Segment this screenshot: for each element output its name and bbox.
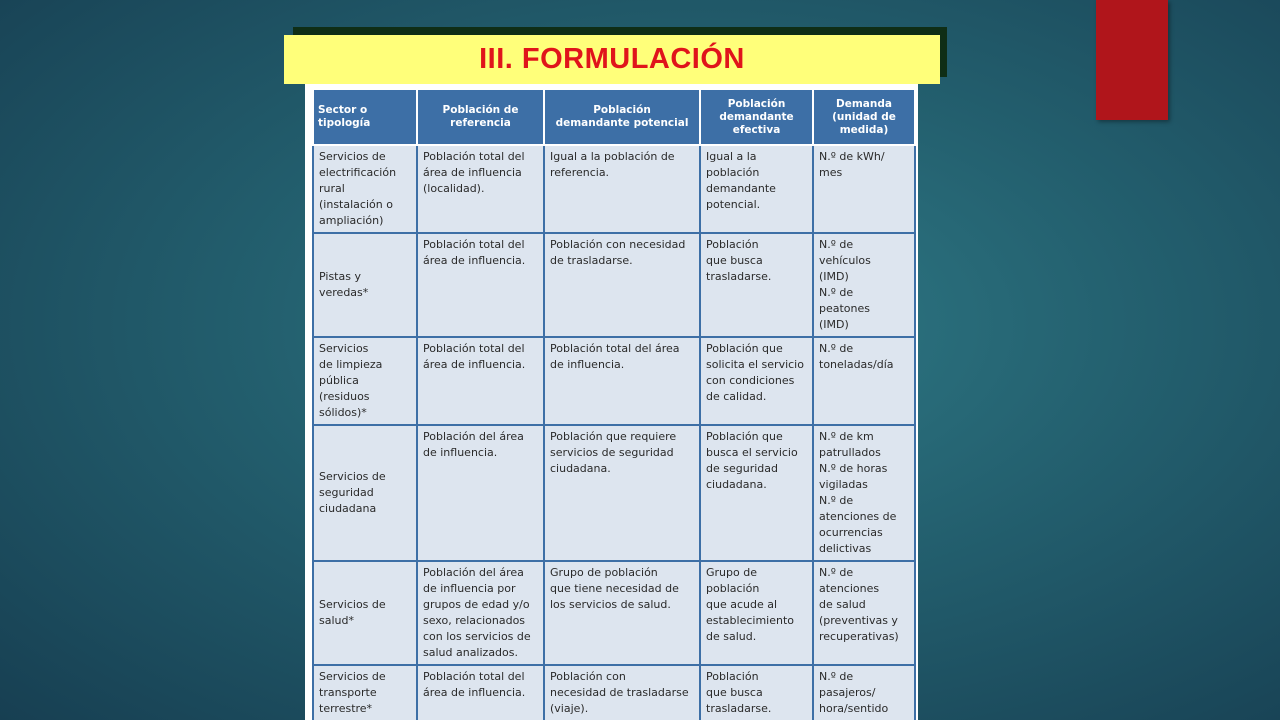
table-row <box>313 233 915 337</box>
table-row <box>313 561 915 665</box>
cell-referencia: Población del área de influencia. <box>417 425 544 561</box>
header-poblacion-referencia: Población de referencia <box>417 89 544 145</box>
cell-potencial: Grupo de población que tiene necesidad de los servicios de salud. <box>544 561 700 665</box>
cell-referencia: Población total del área de influencia (localidad). <box>417 145 544 233</box>
title-banner <box>284 35 940 84</box>
cell-efectiva: Población que busca trasladarse. <box>700 233 813 337</box>
cell-demanda: N.º de atenciones de salud (preventivas y recuperativas) <box>813 561 915 665</box>
demand-table <box>312 88 916 720</box>
header-demandante-efectiva: Población demandante efectiva <box>700 89 813 145</box>
cell-sector: Servicios de limpieza pública (residuos sólidos)* <box>313 337 417 425</box>
cell-sector: Pistas y veredas* <box>313 233 417 337</box>
table-image <box>305 84 918 720</box>
cell-sector: Servicios de seguridad ciudadana <box>313 425 417 561</box>
table-row <box>313 337 915 425</box>
cell-potencial: Población que requiere servicios de seguridad ciudadana. <box>544 425 700 561</box>
table-row <box>313 145 915 233</box>
cell-efectiva: Población que busca el servicio de seguridad ciudadana. <box>700 425 813 561</box>
header-sector: Sector o tipología <box>313 89 417 145</box>
cell-demanda: N.º de km patrullados N.º de horas vigiladas N.º de atenciones de ocurrencias delictivas <box>813 425 915 561</box>
header-demanda: Demanda (unidad de medida) <box>813 89 915 145</box>
cell-potencial: Población total del área de influencia. <box>544 337 700 425</box>
cell-efectiva: Grupo de población que acude al establecimiento de salud. <box>700 561 813 665</box>
cell-demanda: N.º de vehículos (IMD) N.º de peatones (IMD) <box>813 233 915 337</box>
cell-sector: Servicios de electrificación rural (instalación o ampliación) <box>313 145 417 233</box>
cell-demanda: N.º de pasajeros/ hora/sentido <box>813 665 915 720</box>
cell-efectiva: Población que solicita el servicio con condiciones de calidad. <box>700 337 813 425</box>
header-row <box>313 89 915 145</box>
slide-title: III. FORMULACIÓN <box>479 43 745 75</box>
cell-potencial: Población con necesidad de trasladarse. <box>544 233 700 337</box>
cell-referencia: Población total del área de influencia. <box>417 665 544 720</box>
header-demandante-potencial: Población demandante potencial <box>544 89 700 145</box>
cell-efectiva: Igual a la población demandante potencial. <box>700 145 813 233</box>
table-row <box>313 425 915 561</box>
cell-demanda: N.º de kWh/ mes <box>813 145 915 233</box>
accent-tab <box>1096 0 1168 120</box>
cell-efectiva: Población que busca trasladarse. <box>700 665 813 720</box>
cell-potencial: Población con necesidad de trasladarse (viaje). <box>544 665 700 720</box>
cell-referencia: Población total del área de influencia. <box>417 233 544 337</box>
cell-referencia: Población total del área de influencia. <box>417 337 544 425</box>
cell-potencial: Igual a la población de referencia. <box>544 145 700 233</box>
cell-referencia: Población del área de influencia por grupos de edad y/o sexo, relacionados con los servicios de salud analizados. <box>417 561 544 665</box>
cell-demanda: N.º de toneladas/día <box>813 337 915 425</box>
table-row <box>313 665 915 720</box>
cell-sector: Servicios de salud* <box>313 561 417 665</box>
cell-sector: Servicios de transporte terrestre* <box>313 665 417 720</box>
